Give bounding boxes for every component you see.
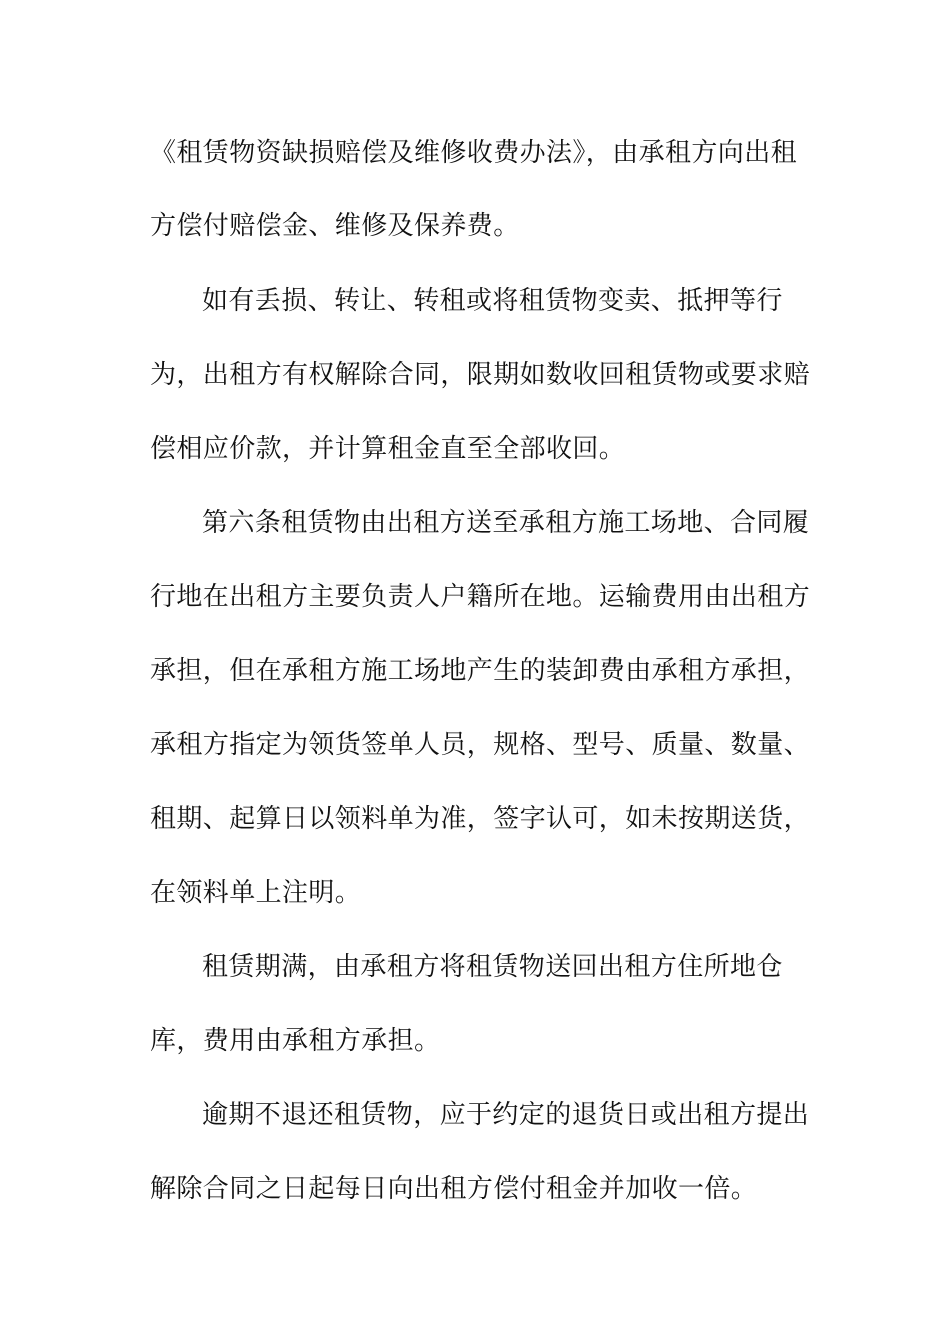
text-line: 《租赁物资缺损赔偿及维修收费办法》，由承租方向出租 xyxy=(150,138,798,168)
text-line: 为，出租方有权解除合同，限期如数收回租赁物或要求赔 xyxy=(150,360,811,390)
text-line: 承租方指定为领货签单人员，规格、型号、质量、数量、 xyxy=(150,730,811,760)
text-line: 行地在出租方主要负责人户籍所在地。运输费用由出租方 xyxy=(150,582,811,612)
text-line: 租期、起算日以领料单为准，签字认可，如未按期送货， xyxy=(150,804,811,834)
paragraph-start-line: 逾期不退还租赁物，应于约定的退货日或出租方提出 xyxy=(202,1100,810,1130)
text-line: 在领料单上注明。 xyxy=(150,878,362,908)
text-line: 承担，但在承租方施工场地产生的装卸费由承租方承担， xyxy=(150,656,811,686)
paragraph-start-line: 如有丢损、转让、转租或将租赁物变卖、抵押等行 xyxy=(202,286,783,316)
paragraph-start-line: 第六条租赁物由出租方送至承租方施工场地、合同履 xyxy=(202,508,810,538)
text-line: 解除合同之日起每日向出租方偿付租金并加收一倍。 xyxy=(150,1174,758,1204)
text-line: 偿相应价款，并计算租金直至全部收回。 xyxy=(150,434,626,464)
text-line: 方偿付赔偿金、维修及保养费。 xyxy=(150,211,520,241)
paragraph-start-line: 租赁期满，由承租方将租赁物送回出租方住所地仓 xyxy=(202,952,783,982)
text-line: 库，费用由承租方承担。 xyxy=(150,1026,441,1056)
